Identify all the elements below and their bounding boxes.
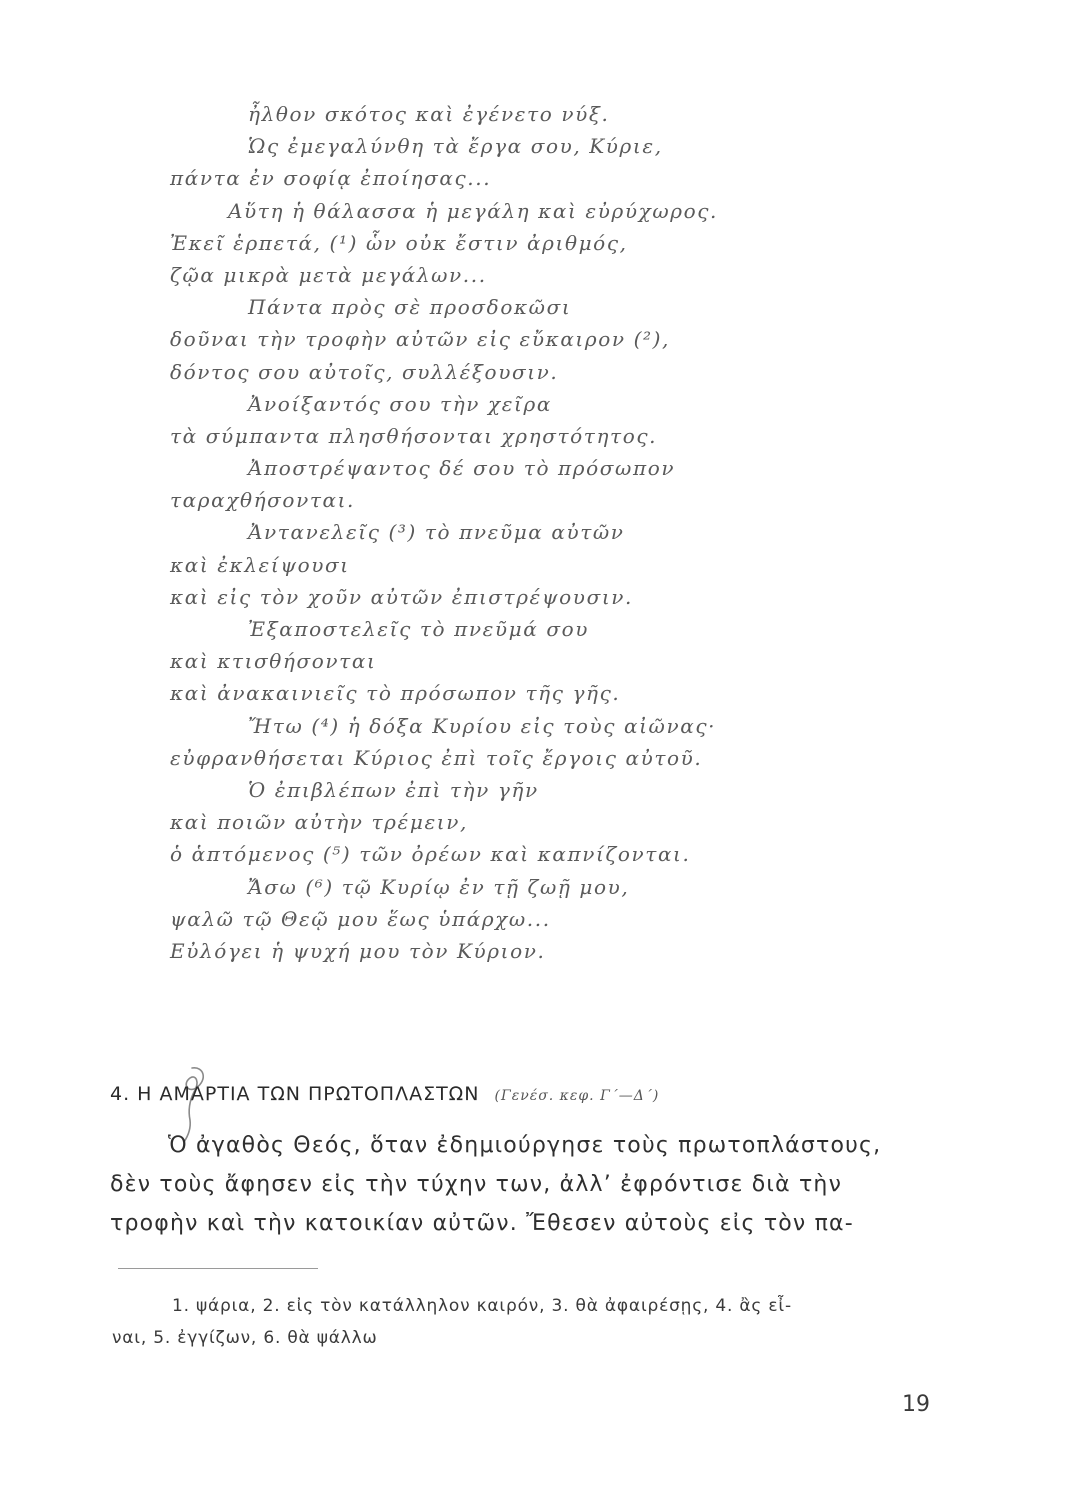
poem-line: ταραχθήσονται. bbox=[170, 488, 355, 513]
poem-line: Πάντα πρὸς σὲ προσδοκῶσι bbox=[248, 295, 572, 320]
footnote-line: 1. ψάρια, 2. εἰς τὸν κατάλληλον καιρόν, 3. θὰ ἀφαιρέσῃς, 4. ἂς εἶ- bbox=[172, 1296, 792, 1316]
section-reference: (Γενέσ. κεφ. Γ΄—Δ΄) bbox=[494, 1088, 660, 1104]
poem-line: Αὕτη ἡ θάλασσα ἡ μεγάλη καὶ εὐρύχωρος. bbox=[228, 198, 718, 223]
poem-line: Ἐξαποστελεῖς τὸ πνεῦμά σου bbox=[248, 617, 589, 641]
poem-line: εὐφρανθήσεται Κύριος ἐπὶ τοῖς ἔργοις αὐτοῦ. bbox=[170, 745, 703, 770]
footnote-line: ναι, 5. ἐγγίζων, 6. θὰ ψάλλω bbox=[112, 1328, 378, 1348]
section-title: 4. Η ΑΜΑΡΤΙΑ ΤΩΝ ΠΡΩΤΟΠΛΑΣΤΩΝ bbox=[110, 1083, 480, 1105]
poem-line: καὶ εἰς τὸν χοῦν αὐτῶν ἐπιστρέψουσιν. bbox=[170, 584, 633, 609]
prose-line: τροφὴν καὶ τὴν κατοικίαν αὐτῶν. Ἔθεσεν αὐτοὺς εἰς τὸν πα- bbox=[110, 1211, 854, 1236]
poem-line: Ἀποστρέψαντος δέ σου τὸ πρόσωπον bbox=[248, 456, 676, 481]
poem-line: τὰ σύμπαντα πλησθήσονται χρηστότητος. bbox=[170, 423, 658, 448]
poem-line: πάντα ἐν σοφίᾳ ἐποίησας... bbox=[170, 166, 492, 191]
poem-line: δόντος σου αὐτοῖς, συλλέξουσιν. bbox=[170, 359, 559, 384]
footnote-divider bbox=[118, 1268, 318, 1269]
poem-line: Ὡς ἐμεγαλύνθη τὰ ἔργα σου, Κύριε, bbox=[248, 134, 663, 159]
poem-line: καὶ ἐκλείψουσι bbox=[170, 552, 350, 577]
poem-line: ζῷα μικρὰ μετὰ μεγάλων... bbox=[170, 262, 487, 287]
poem-line: Ἄσω (⁶) τῷ Κυρίῳ ἐν τῇ ζωῇ μου, bbox=[248, 874, 630, 899]
poem-line: Εὐλόγει ἡ ψυχή μου τὸν Κύριον. bbox=[170, 938, 546, 963]
poem-line: δοῦναι τὴν τροφὴν αὐτῶν εἰς εὔκαιρον (²), bbox=[170, 327, 670, 352]
poem-line: ψαλῶ τῷ Θεῷ μου ἕως ὑπάρχω... bbox=[170, 906, 551, 931]
poem-line: Ἀντανελεῖς (³) τὸ πνεῦμα αὐτῶν bbox=[248, 520, 625, 545]
poem-line: Ὁ ἐπιβλέπων ἐπὶ τὴν γῆν bbox=[248, 777, 539, 802]
poem-line: καὶ ἀνακαινιεῖς τὸ πρόσωπον τῆς γῆς. bbox=[170, 681, 621, 706]
prose-line: δὲν τοὺς ἄφησεν εἰς τὴν τύχην των, ἀλλ’ ἐφρόντισε διὰ τὴν bbox=[110, 1172, 843, 1197]
page-number: 19 bbox=[902, 1392, 930, 1417]
section-heading bbox=[110, 1083, 659, 1105]
prose-line: Ὁ ἀγαθὸς Θεός, ὅταν ἐδημιούργησε τοὺς πρωτοπλάστους, bbox=[168, 1133, 882, 1158]
poem-line: καὶ ποιῶν αὐτὴν τρέμειν, bbox=[170, 810, 468, 835]
poem-line: Ἤτω (⁴) ἡ δόξα Κυρίου εἰς τοὺς αἰῶνας· bbox=[248, 713, 717, 738]
poem-line: καὶ κτισθήσονται bbox=[170, 649, 377, 674]
footnotes bbox=[112, 1290, 942, 1354]
poem-line: Ἀνοίξαντός σου τὴν χεῖρα bbox=[248, 391, 552, 416]
poem-line: Ἐκεῖ ἑρπετά, (¹) ὧν οὐκ ἔστιν ἀριθμός, bbox=[170, 230, 628, 255]
prose-paragraph bbox=[110, 1126, 940, 1243]
poem-block bbox=[170, 98, 790, 967]
poem-line: ἦλθον σκότος καὶ ἐγένετο νύξ. bbox=[248, 102, 610, 126]
poem-line: ὁ ἁπτόμενος (⁵) τῶν ὀρέων καὶ καπνίζονται. bbox=[170, 842, 691, 867]
